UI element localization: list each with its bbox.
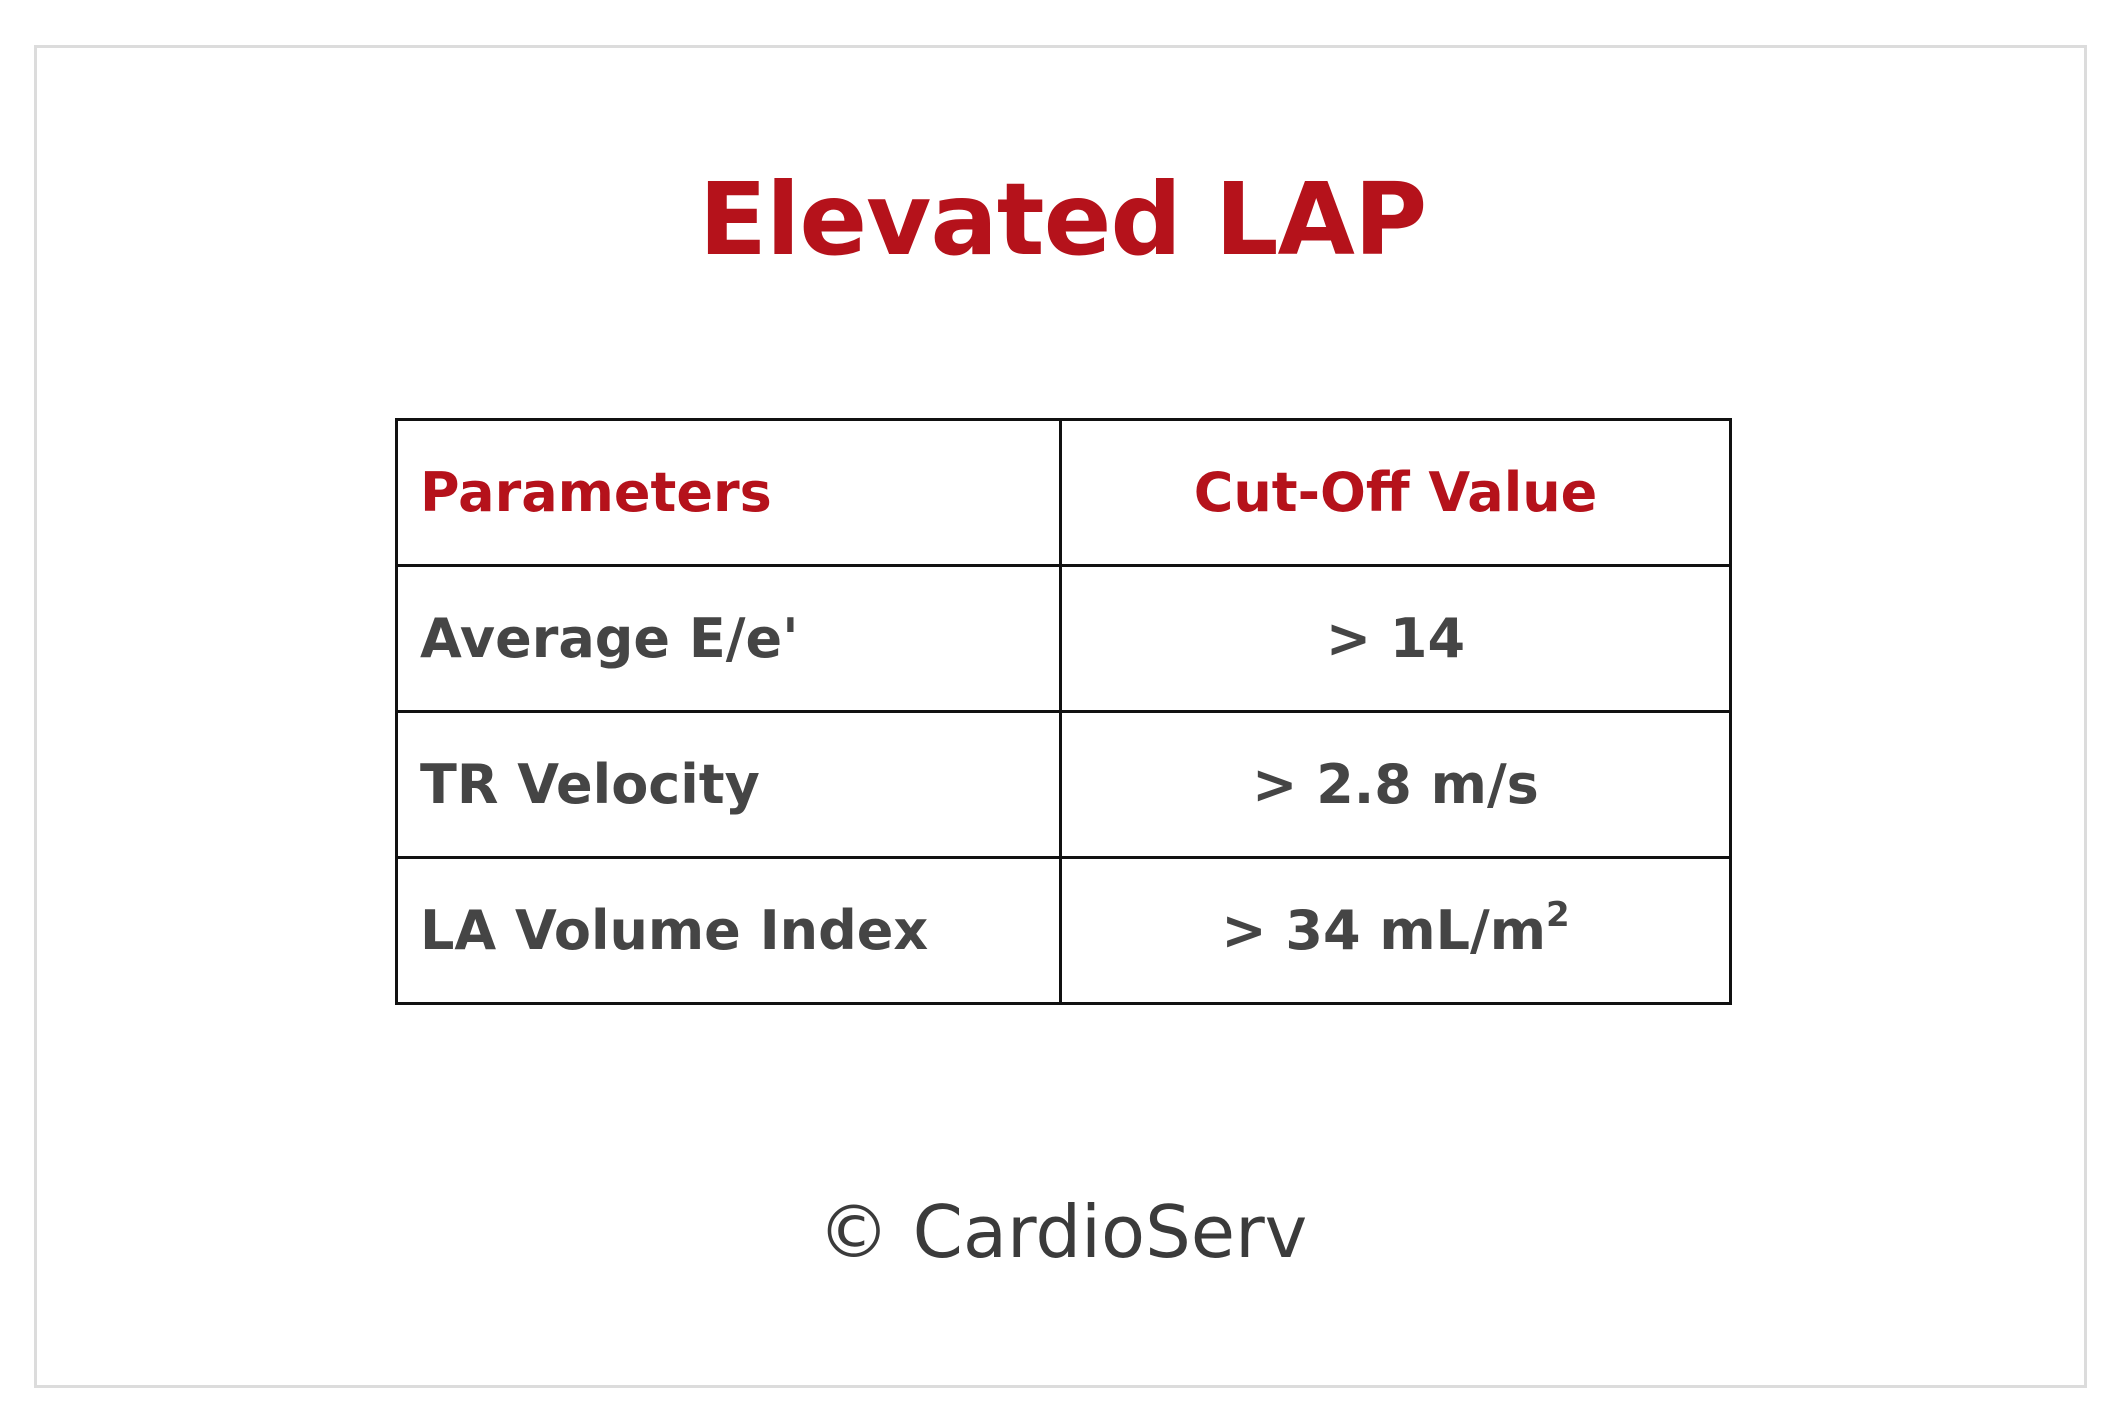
row-parameter: TR Velocity (397, 712, 1061, 858)
page-title: Elevated LAP (698, 161, 1427, 278)
row-value (1061, 712, 1731, 858)
row-value (1061, 858, 1731, 1004)
header-parameters: Parameters (397, 420, 1061, 566)
cutoff-table (395, 418, 1732, 1005)
row-parameter: Average E/e' (397, 566, 1061, 712)
copyright-footer: © CardioServ (817, 1190, 1308, 1274)
row-value-text: > 2.8 m/s (1252, 752, 1539, 816)
header-cutoff-value: Cut-Off Value (1061, 420, 1731, 566)
table-row (397, 566, 1731, 712)
table-header-row (397, 420, 1731, 566)
row-value-text: > 34 mL/m (1221, 898, 1546, 962)
table-row (397, 712, 1731, 858)
row-value (1061, 566, 1731, 712)
table-row (397, 858, 1731, 1004)
unit-superscript: 2 (1546, 894, 1570, 935)
row-parameter: LA Volume Index (397, 858, 1061, 1004)
row-value-text: > 14 (1325, 606, 1466, 670)
